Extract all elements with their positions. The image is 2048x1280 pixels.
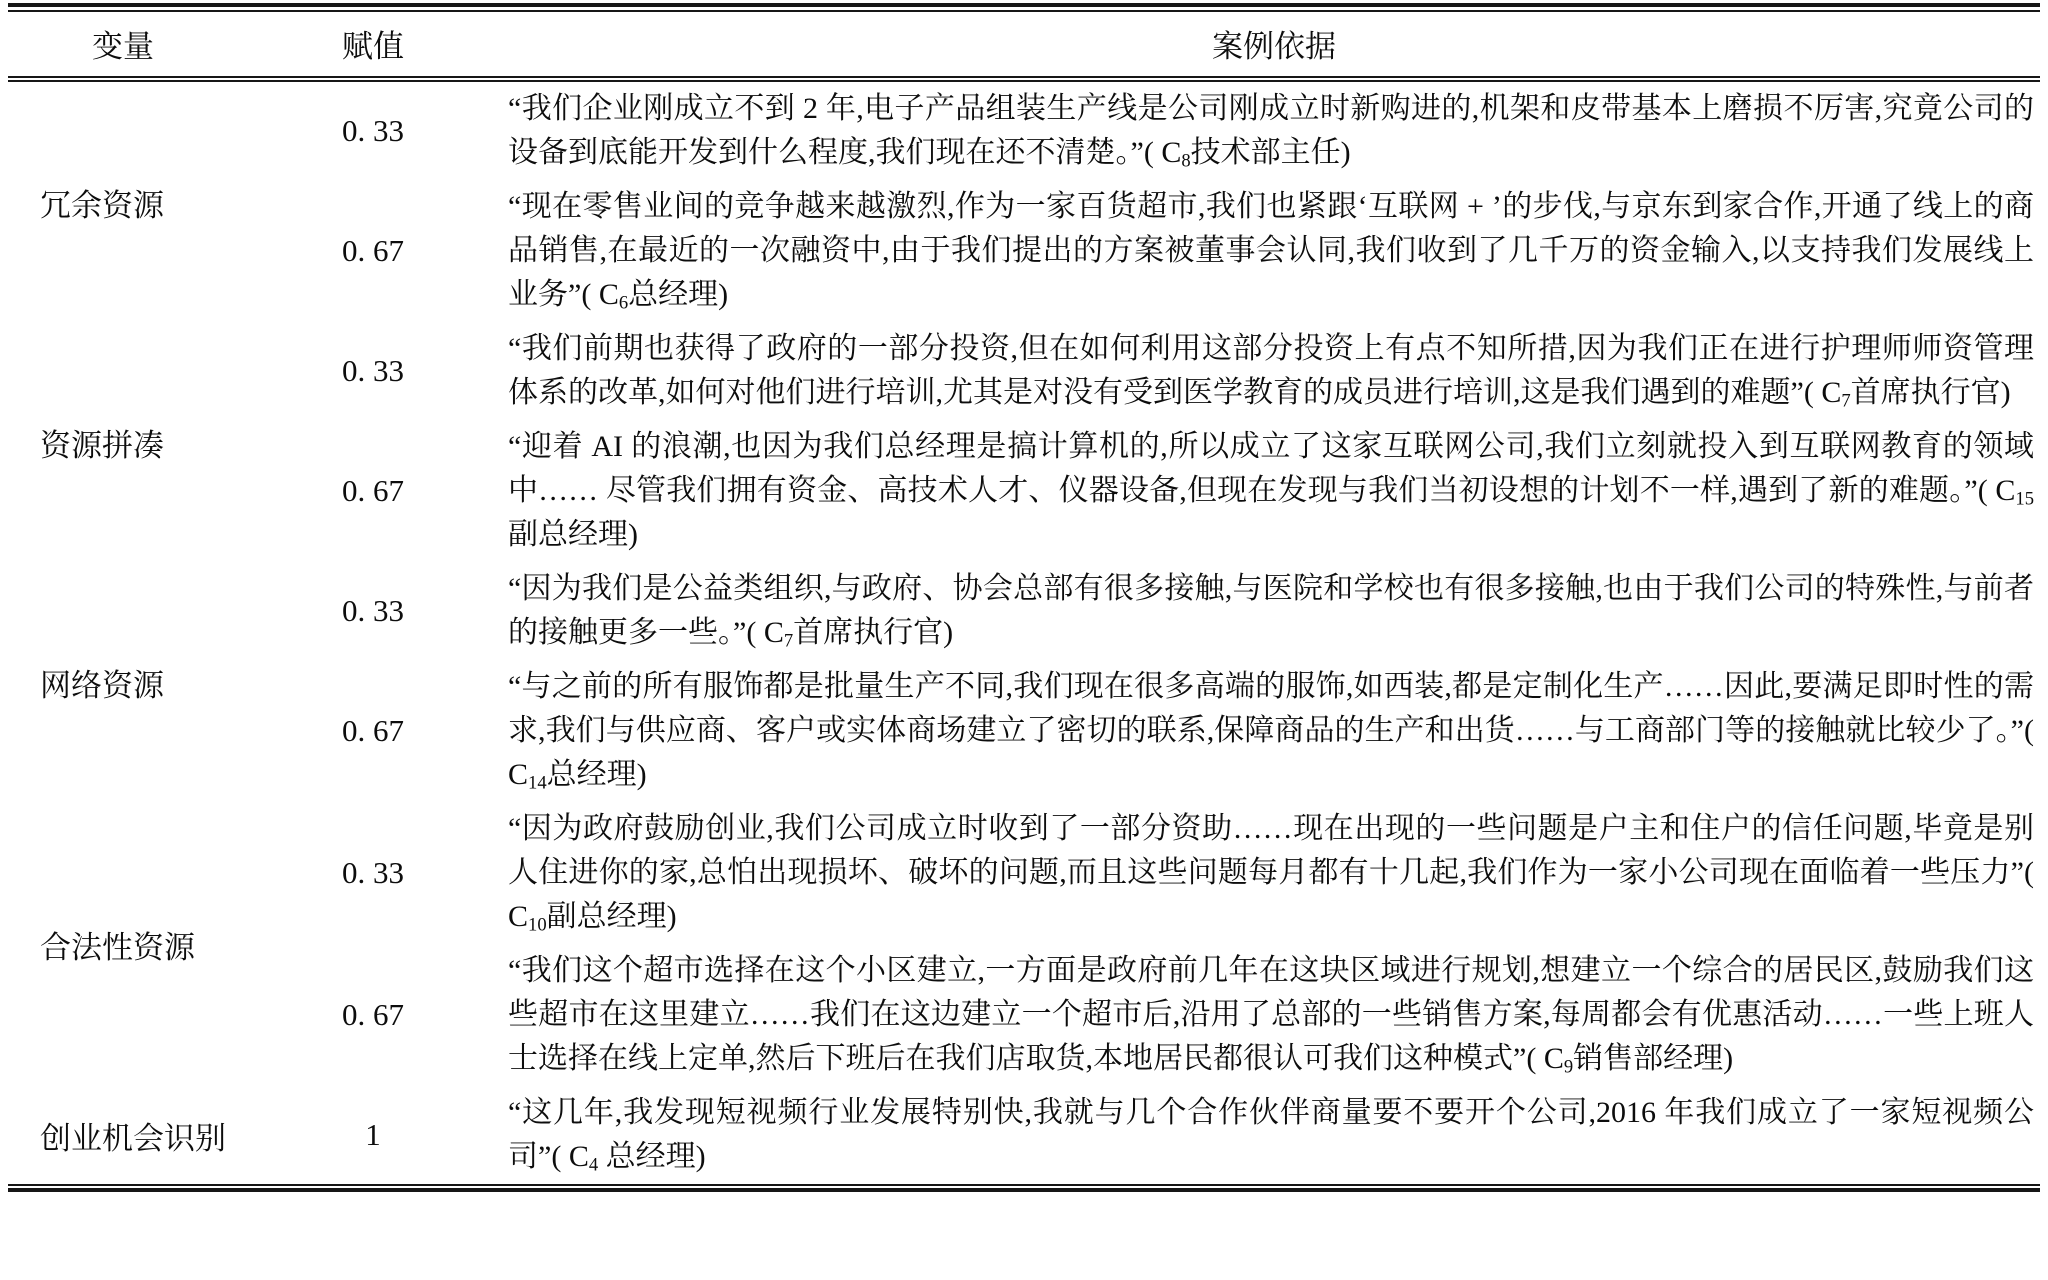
attribution-suffix: 总经理) [628, 278, 729, 311]
case-subscript: 6 [618, 292, 629, 314]
quote-text: “我们这个超市选择在这个小区建立,一方面是政府前几年在这块区域进行规划,想建立一个综合的居民区,鼓励我们这些超市在这里建立……我们在这边建立一个超市后,沿用了总部的一些销售方案,每周都会有优惠活动……一些上班人士选择在线上定单,然后下班后在我们店取货,本地居民都很认可我们这种模式” [508, 954, 2034, 1075]
value-cell: 0. 33 [342, 113, 404, 148]
value-cell: 0. 33 [342, 353, 404, 388]
header-value: 赋值 [342, 29, 404, 64]
quote-text: “与之前的所有服饰都是批量生产不同,我们现在很多高端的服饰,如西装,都是定制化生产……因此,要满足即时性的需求,我们与供应商、客户或实体商场建立了密切的联系,保障商品的生产和出货……与工商部门等的接触就比较少了。” [508, 670, 2034, 747]
evidence-cell [508, 425, 2040, 557]
table-row [238, 660, 2040, 802]
header-evidence: 案例依据 [1212, 29, 1336, 64]
case-attribution [1803, 376, 2011, 412]
evidence-cell [508, 807, 2040, 939]
attribution-prefix: ( C [551, 1140, 589, 1173]
evidence-cell [508, 665, 2040, 797]
variable-cell: 创业机会识别 [40, 1120, 226, 1156]
table-row-group [8, 802, 2040, 1086]
table-body [8, 82, 2040, 1184]
table-bottom-rule-thick [8, 1188, 2040, 1192]
attribution-prefix: ( C [508, 714, 2034, 791]
variable-cell: 网络资源 [40, 667, 164, 703]
evidence-cell [508, 567, 2040, 655]
attribution-suffix: 总经理) [598, 1140, 706, 1173]
table-row [238, 82, 2040, 180]
value-cell: 0. 67 [342, 713, 404, 748]
value-cell: 0. 67 [342, 233, 404, 268]
evidence-cell [508, 949, 2040, 1081]
case-subscript: 14 [528, 772, 547, 794]
table-row [238, 562, 2040, 660]
attribution-suffix: 首席执行官) [1850, 376, 2011, 409]
attribution-prefix: ( C [1977, 474, 2016, 507]
value-cell: 1 [365, 1117, 381, 1152]
table-header-row [8, 12, 2040, 76]
case-subscript: 10 [528, 914, 547, 936]
value-cell: 0. 67 [342, 997, 404, 1032]
attribution-suffix: 技术部主任) [1190, 136, 1351, 169]
header-variable: 变量 [92, 29, 154, 64]
variable-cell: 合法性资源 [40, 929, 195, 965]
case-attribution [581, 278, 729, 314]
attribution-prefix: ( C [1803, 376, 1842, 409]
case-subscript: 7 [1841, 390, 1851, 412]
attribution-prefix: ( C [508, 856, 2034, 933]
table-row-group [8, 562, 2040, 802]
attribution-prefix: ( C [1526, 1042, 1564, 1075]
attribution-prefix: ( C [1143, 136, 1182, 169]
quote-text: “因为政府鼓励创业,我们公司成立时收到了一部分资助……现在出现的一些问题是户主和住户的信任问题,毕竟是别人住进你的家,总怕出现损坏、破坏的问题,而且这些问题每月都有十几起,我们作为一家小公司现在面临着一些压力” [508, 812, 2034, 889]
evidence-cell [508, 1091, 2040, 1179]
value-cell: 0. 33 [342, 855, 404, 890]
value-cell: 0. 33 [342, 593, 404, 628]
attribution-prefix: ( C [746, 616, 784, 649]
value-cell: 0. 67 [342, 473, 404, 508]
case-subscript: 8 [1181, 150, 1191, 172]
case-attribution [551, 1140, 706, 1176]
quote-text: “因为我们是公益类组织,与政府、协会总部有很多接触,与医院和学校也有很多接触,也由于我们公司的特殊性,与前者的接触更多一些。” [508, 572, 2034, 649]
table-row [238, 802, 2040, 944]
case-subscript: 9 [1563, 1056, 1574, 1078]
case-attribution [1526, 1042, 1734, 1078]
attribution-suffix: 总经理) [546, 758, 647, 791]
table-row [238, 420, 2040, 562]
quote-text: “迎着 AI 的浪潮,也因为我们总经理是搞计算机的,所以成立了这家互联网公司,我们立刻就投入到互联网教育的领域中…… 尽管我们拥有资金、高技术人才、仪器设备,但现在发现与我们当初设想的计划不一样,遇到了新的难题。” [508, 430, 2034, 507]
case-attribution [746, 616, 954, 652]
table-row-group [8, 322, 2040, 562]
case-subscript: 15 [2015, 488, 2034, 510]
table-row [238, 180, 2040, 322]
evidence-cell [508, 327, 2040, 415]
quote-text: “我们前期也获得了政府的一部分投资,但在如何利用这部分投资上有点不知所措,因为我们正在进行护理师师资管理体系的改革,如何对他们进行培训,尤其是对没有受到医学教育的成员进行培训,这是我们遇到的难题” [508, 332, 2034, 409]
attribution-suffix: 副总经理) [508, 518, 638, 551]
attribution-prefix: ( C [581, 278, 619, 311]
table-row [238, 322, 2040, 420]
case-subscript: 4 [588, 1154, 599, 1176]
table-row [238, 944, 2040, 1086]
attribution-suffix: 副总经理) [546, 900, 677, 933]
attribution-suffix: 销售部经理) [1573, 1042, 1734, 1075]
evidence-cell [508, 87, 2040, 175]
variable-cell: 冗余资源 [40, 187, 164, 223]
variable-cell: 资源拼凑 [40, 427, 164, 463]
quote-text: “这几年,我发现短视频行业发展特别快,我就与几个合作伙伴商量要不要开个公司,2016 年我们成立了一家短视频公司” [508, 1096, 2034, 1173]
quote-text: “现在零售业间的竞争越来越激烈,作为一家百货超市,我们也紧跟‘互联网 + ’的步伐,与京东到家合作,开通了线上的商品销售,在最近的一次融资中,由于我们提出的方案被董事会认同,我们收到了几千万的资金输入,以支持我们发展线上业务” [508, 190, 2034, 311]
quote-text: “我们企业刚成立不到 2 年,电子产品组装生产线是公司刚成立时新购进的,机架和皮带基本上磨损不厉害,究竟公司的设备到底能开发到什么程度,我们现在还不清楚。” [508, 92, 2034, 169]
attribution-suffix: 首席执行官) [793, 616, 954, 649]
case-attribution [1143, 136, 1351, 172]
table-row-group [8, 1086, 2040, 1184]
case-subscript: 7 [783, 630, 794, 652]
evidence-cell [508, 185, 2040, 317]
table-row [238, 1086, 2040, 1184]
table-row-group [8, 82, 2040, 322]
